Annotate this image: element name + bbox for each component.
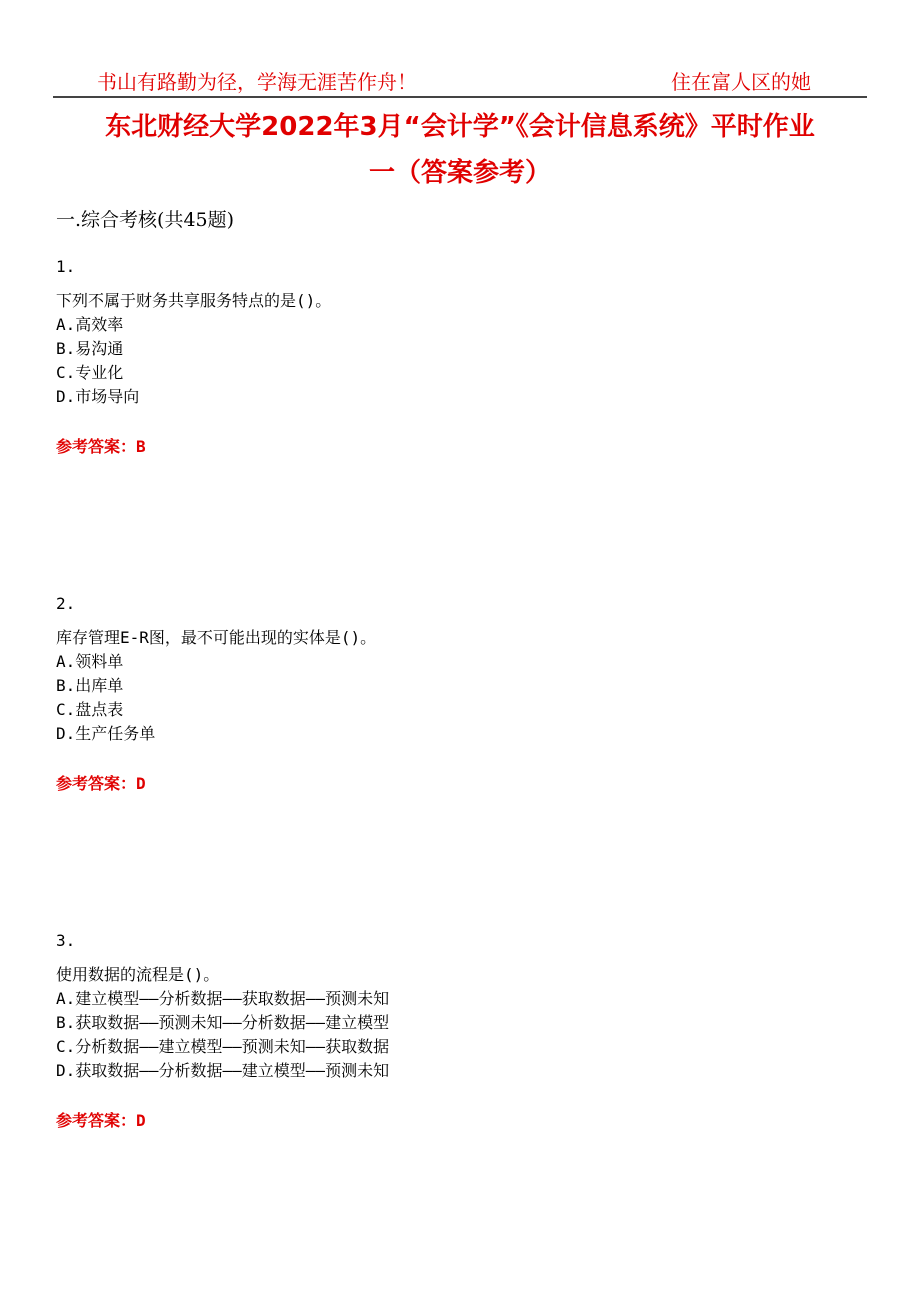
option-b: B.出库单	[56, 676, 124, 695]
option-c: C.专业化	[56, 363, 124, 382]
option-a: A.高效率	[56, 315, 124, 334]
option-a: A.领料单	[56, 652, 124, 671]
question-number: 3.	[56, 931, 76, 950]
option-c: C.分析数据——建立模型——预测未知——获取数据	[56, 1037, 390, 1056]
option-d: D.市场导向	[56, 387, 140, 406]
question-2	[56, 592, 376, 796]
option-c: C.盘点表	[56, 700, 124, 719]
option-b: B.获取数据——预测未知——分析数据——建立模型	[56, 1013, 390, 1032]
doc-title-line1: 东北财经大学2022年3月“会计学”《会计信息系统》平时作业	[105, 112, 815, 142]
question-stem: 下列不属于财务共享服务特点的是()。	[56, 291, 332, 310]
question-1	[56, 255, 331, 459]
header-motto: 书山有路勤为径，学海无涯苦作舟！	[97, 70, 417, 94]
option-a: A.建立模型——分析数据——获取数据——预测未知	[56, 989, 390, 1008]
answer: 参考答案：B	[56, 437, 146, 456]
question-number: 2.	[56, 594, 76, 613]
section-heading: 一.综合考核(共45题)	[56, 209, 235, 231]
header-rule	[53, 96, 867, 98]
question-3	[56, 929, 389, 1133]
header-author: 住在富人区的她	[671, 70, 811, 94]
question-number: 1.	[56, 257, 76, 276]
doc-title-line2: 一（答案参考）	[368, 158, 551, 188]
answer: 参考答案：D	[56, 774, 146, 793]
option-d: D.获取数据——分析数据——建立模型——预测未知	[56, 1061, 390, 1080]
question-stem: 使用数据的流程是()。	[56, 965, 220, 984]
option-d: D.生产任务单	[56, 724, 156, 743]
question-stem: 库存管理E-R图，最不可能出现的实体是()。	[56, 628, 377, 647]
answer: 参考答案：D	[56, 1111, 146, 1130]
option-b: B.易沟通	[56, 339, 124, 358]
